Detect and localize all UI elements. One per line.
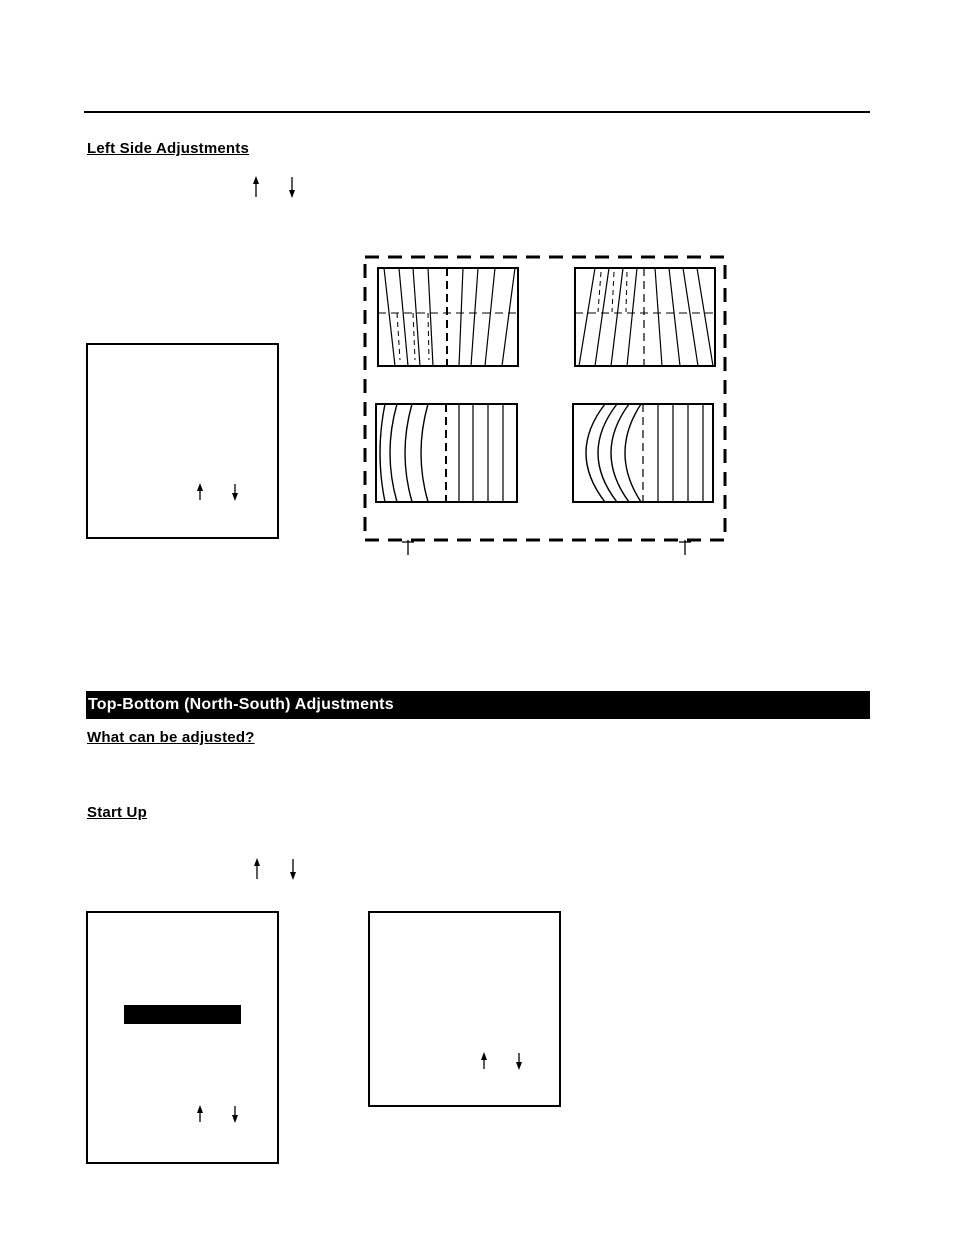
up-arrow-icon: [194, 1105, 206, 1123]
top-bottom-section-title: Top-Bottom (North-South) Adjustments: [86, 691, 870, 719]
left-side-distortion-diagram: [355, 250, 735, 555]
down-arrow-icon: [287, 858, 299, 880]
osd-menu-box-top-bottom: [368, 911, 561, 1107]
start-up-heading: Start Up: [87, 804, 147, 821]
what-can-be-adjusted-heading: What can be adjusted?: [87, 729, 255, 746]
up-arrow-icon: [250, 176, 262, 198]
down-arrow-icon: [229, 483, 241, 501]
up-arrow-icon: [194, 483, 206, 501]
down-arrow-icon: [286, 176, 298, 198]
down-arrow-icon: [513, 1052, 525, 1070]
header-rule: [84, 111, 870, 113]
panel-right-pin: [573, 404, 713, 502]
left-side-adjustments-heading: Left Side Adjustments: [87, 140, 249, 157]
osd-menu-box-left-side: [86, 343, 279, 539]
panel-right-key: [575, 268, 715, 366]
up-arrow-icon: [478, 1052, 490, 1070]
panel-left-key: [378, 268, 518, 366]
menu-highlight-bar: [124, 1005, 241, 1024]
panel-left-pin: [376, 404, 517, 502]
osd-menu-box-startup: [86, 911, 279, 1164]
up-arrow-icon: [251, 858, 263, 880]
down-arrow-icon: [229, 1105, 241, 1123]
